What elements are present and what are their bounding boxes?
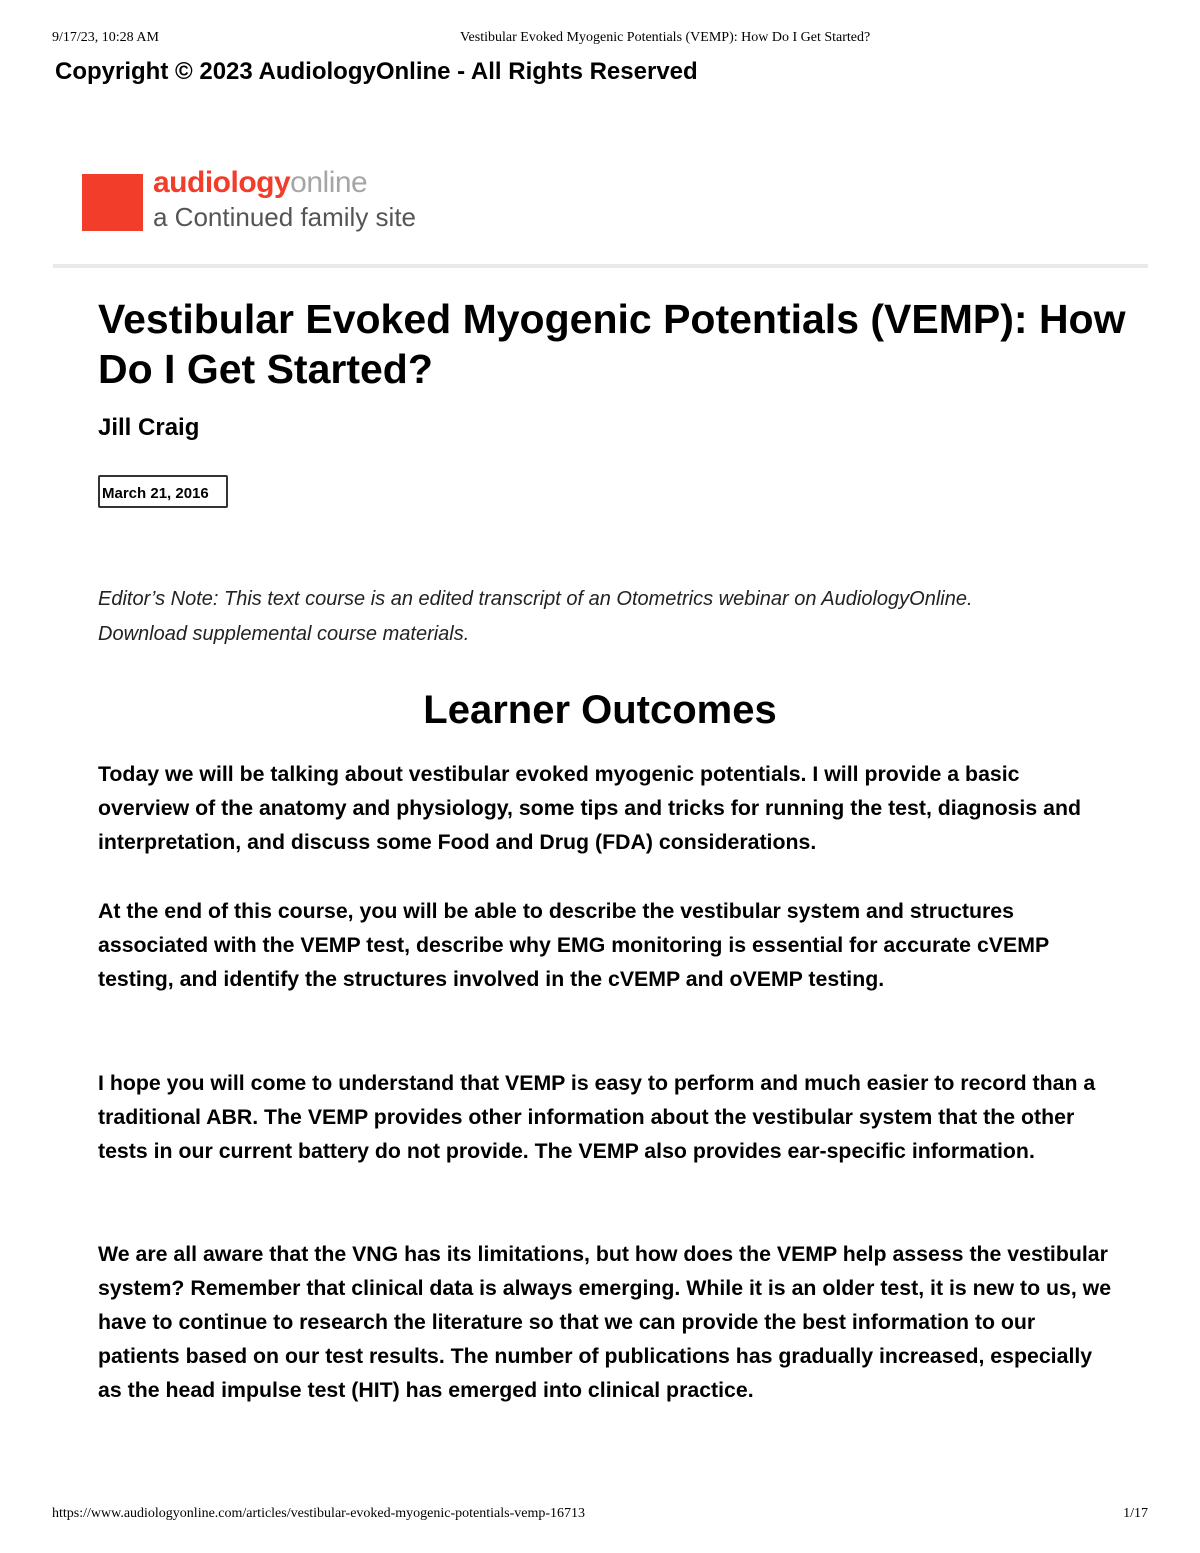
logo-tagline: a Continued family site bbox=[153, 202, 417, 232]
logo-square-icon bbox=[82, 174, 143, 231]
page-number: 1/17 bbox=[1123, 1506, 1148, 1521]
body-paragraph: At the end of this course, you will be able to describe the vestibular system and structures associated with the VEMP test, describe why EMG monitoring is essential for accurate cVEMP testing, and identify the structures involved in the cVEMP and oVEMP testing. bbox=[98, 899, 1049, 991]
logo-wordmark: audiologyonline bbox=[153, 166, 368, 199]
print-date: 9/17/23, 10:28 AM bbox=[52, 30, 159, 45]
copyright-notice: Copyright © 2023 AudiologyOnline - All Rights Reserved bbox=[55, 58, 698, 85]
print-footer bbox=[52, 1506, 1148, 1526]
site-logo[interactable] bbox=[82, 166, 482, 232]
article-title: Vestibular Evoked Myogenic Potentials (VEMP): How Do I Get Started? bbox=[98, 296, 1126, 392]
body-paragraph: We are all aware that the VNG has its limitations, but how does the VEMP help assess the vestibular system? Remember that clinical data is always emerging. While it is an older test, it is new to us, we have to continue to research the literature so that we can provide the best information to our patients based on our test results. The number of publications has gradually increased, especially as the head impulse test (HIT) has emerged into clinical practice. bbox=[98, 1242, 1112, 1402]
page-url: https://www.audiologyonline.com/articles/vestibular-evoked-myogenic-potentials-vemp-16713 bbox=[52, 1506, 586, 1521]
print-header bbox=[52, 30, 1148, 50]
article-author[interactable]: Jill Craig bbox=[98, 414, 200, 441]
header-divider bbox=[53, 264, 1148, 268]
print-title: Vestibular Evoked Myogenic Potentials (VEMP): How Do I Get Started? bbox=[460, 30, 871, 45]
body-paragraph: I hope you will come to understand that VEMP is easy to perform and much easier to record than a traditional ABR. The VEMP provides other information about the vestibular system that the other tests in our current battery do not provide. The VEMP also provides ear-specific information. bbox=[98, 1071, 1096, 1163]
body-paragraph: Today we will be talking about vestibular evoked myogenic potentials. I will provide a basic overview of the anatomy and physiology, some tips and tricks for running the test, diagnosis and interpretation, and discuss some Food and Drug (FDA) considerations. bbox=[98, 762, 1081, 854]
section-heading: Learner Outcomes bbox=[423, 688, 777, 732]
article-date-badge: March 21, 2016 bbox=[98, 475, 228, 508]
editor-note: Editor’s Note: This text course is an edited transcript of an Otometrics webinar on AudiologyOnline. Download supplemental course materials. bbox=[98, 588, 973, 645]
